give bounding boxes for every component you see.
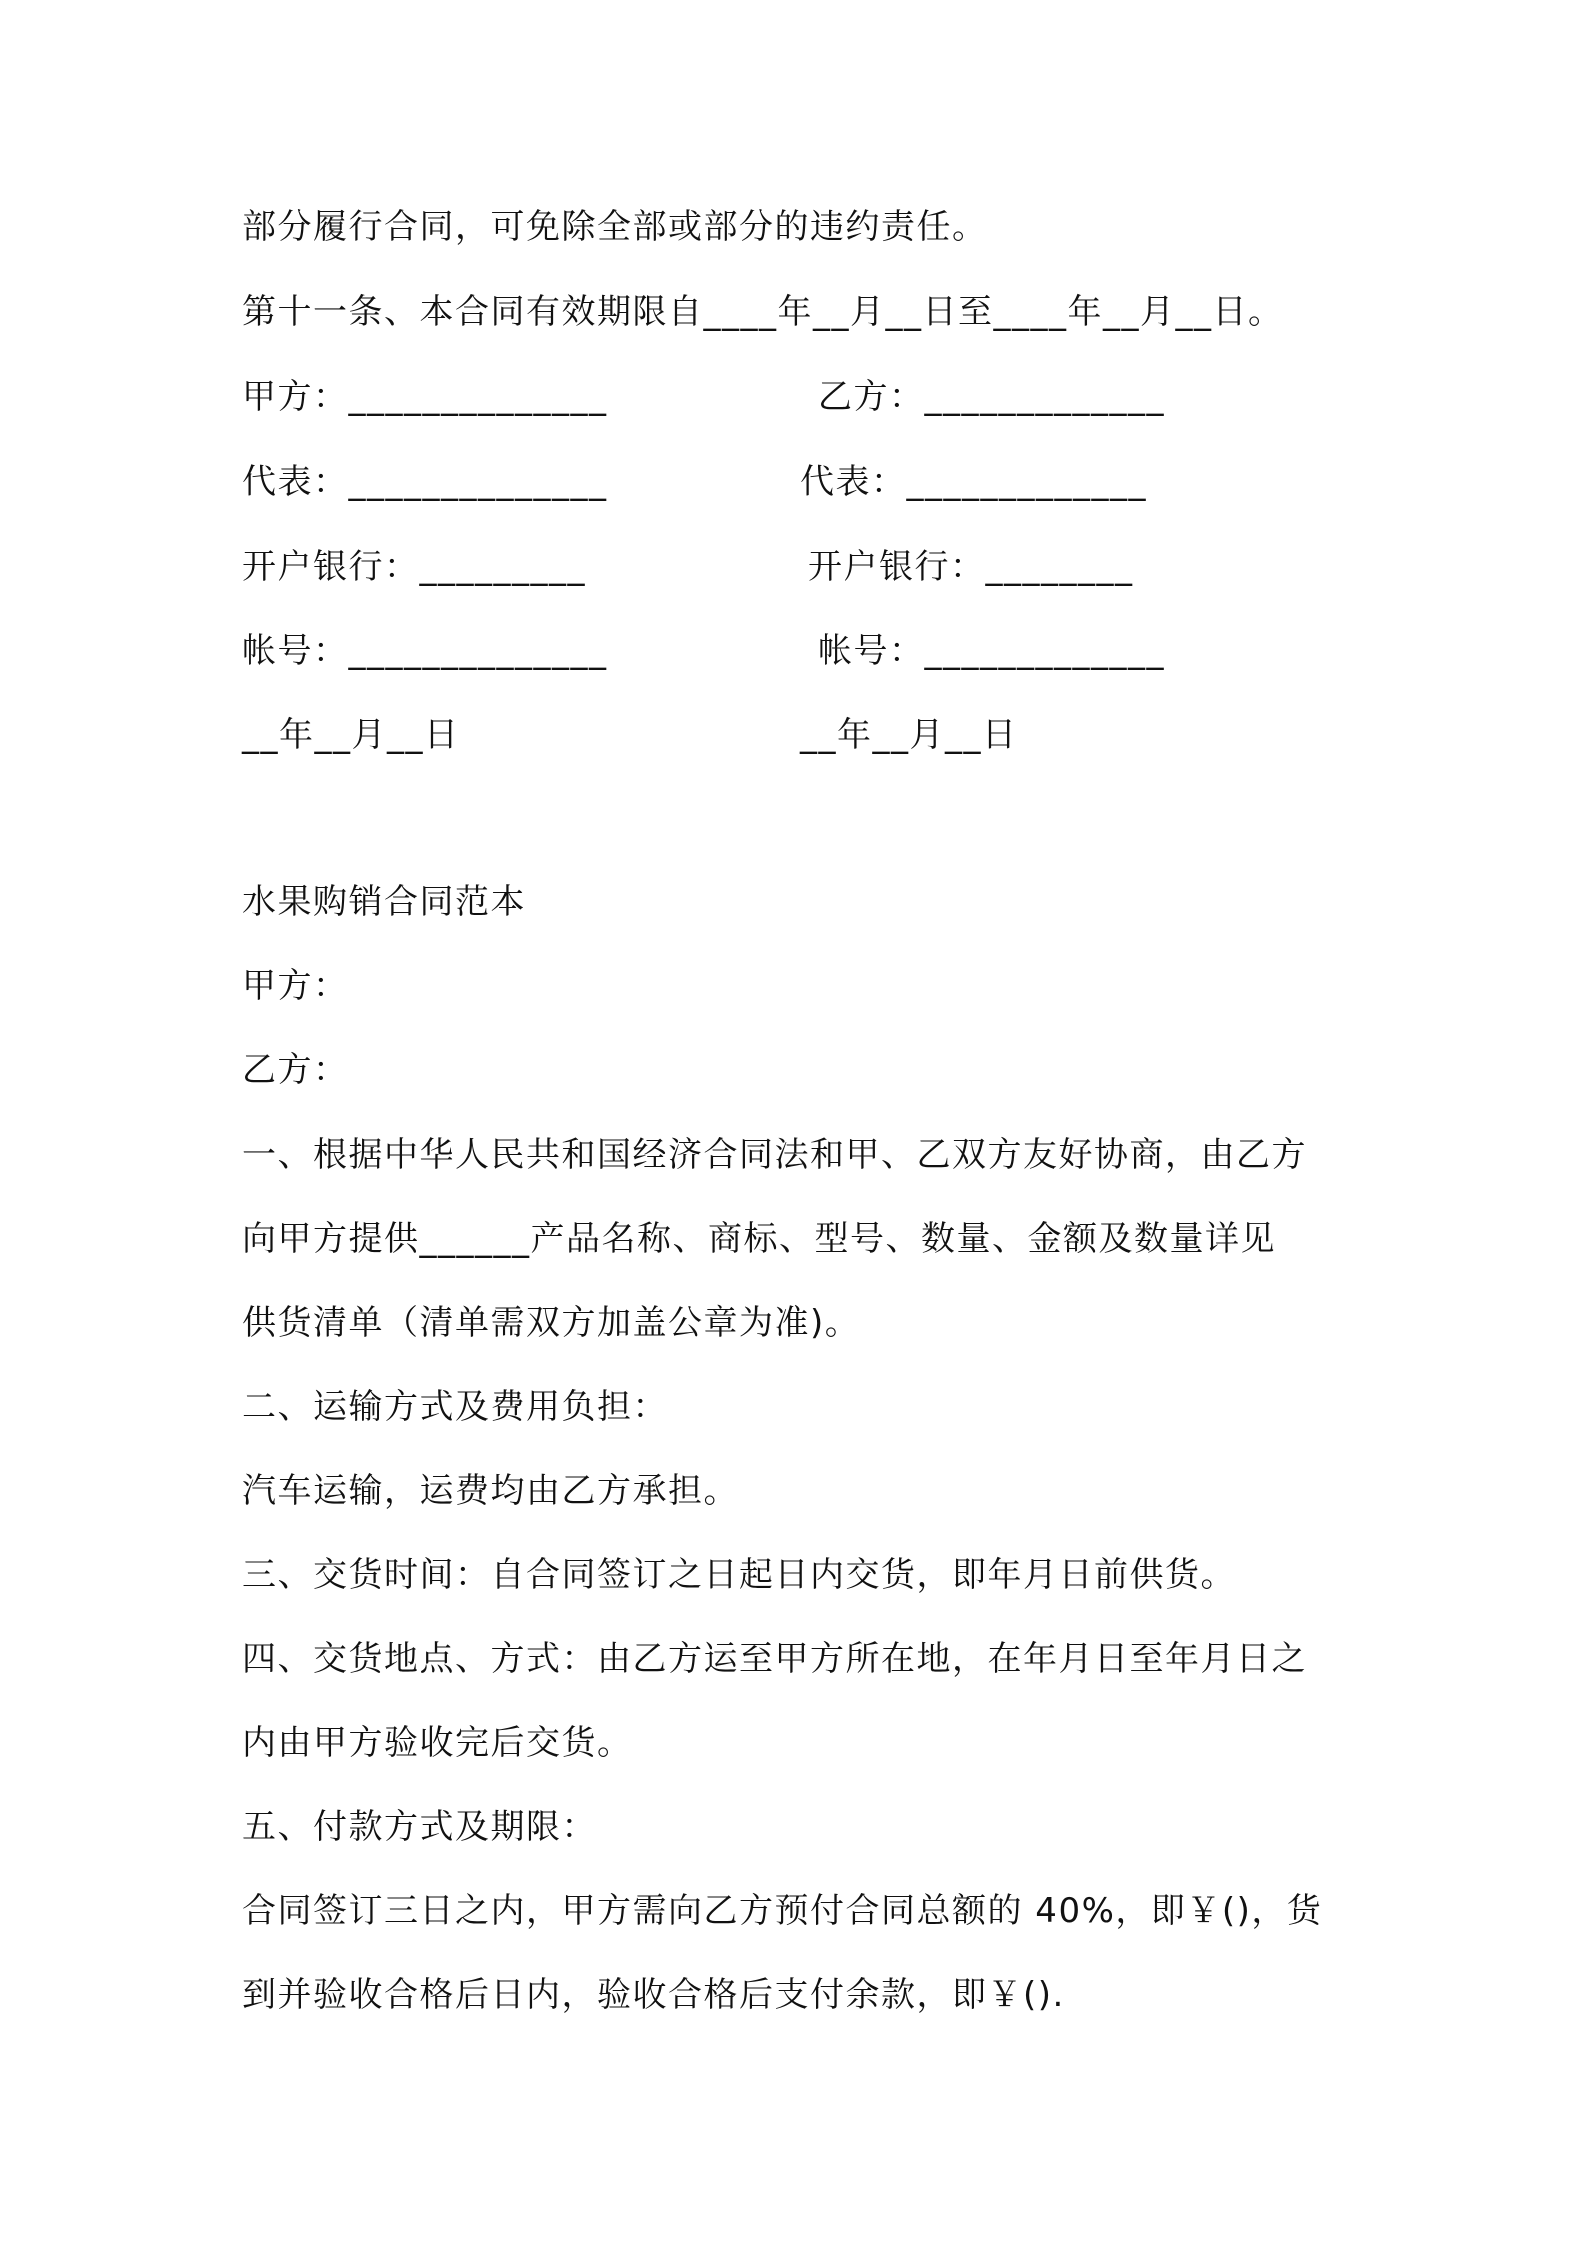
clause-2-body: 汽车运输，运费均由乙方承担。 [242,1471,739,1511]
account-a-field: 帐号：______________ [242,631,608,671]
representative-b-field: 代表：_____________ [800,462,1147,502]
contract-title: 水果购销合同范本 [242,882,526,922]
date-a-field: __年__月__日 [242,715,460,755]
account-b-field: 帐号：_____________ [818,631,1165,671]
clause-3: 三、交货时间：自合同签订之日起日内交货，即年月日前供货。 [242,1555,1236,1595]
clause-4-line-2: 内由甲方验收完后交货。 [242,1723,633,1763]
contract-party-a: 甲方： [242,966,349,1006]
clause-4-line-1: 四、交货地点、方式：由乙方运至甲方所在地，在年月日至年月日之 [242,1639,1307,1679]
paragraph-validity-term: 第十一条、本合同有效期限自____年__月__日至____年__月__日。 [242,292,1284,332]
representative-a-field: 代表：______________ [242,462,608,502]
clause-5-heading: 五、付款方式及期限： [242,1807,597,1847]
clause-2-heading: 二、运输方式及费用负担： [242,1387,668,1427]
paragraph-liability: 部分履行合同，可免除全部或部分的违约责任。 [242,207,988,247]
contract-party-b: 乙方： [242,1050,349,1090]
clause-1-line-1: 一、根据中华人民共和国经济合同法和甲、乙双方友好协商，由乙方 [242,1135,1307,1175]
clause-1-line-2: 向甲方提供______产品名称、商标、型号、数量、金额及数量详见 [242,1219,1276,1259]
party-a-field: 甲方：______________ [242,377,608,417]
date-b-field: __年__月__日 [800,715,1018,755]
clause-1-line-3: 供货清单（清单需双方加盖公章为准)。 [242,1303,861,1343]
clause-5-line-1: 合同签订三日之内，甲方需向乙方预付合同总额的 40%，即￥()，货 [242,1891,1323,1931]
party-b-field: 乙方：_____________ [818,377,1165,417]
clause-5-line-2: 到并验收合格后日内，验收合格后支付余款，即￥(). [242,1975,1065,2015]
bank-b-field: 开户银行：________ [808,547,1134,587]
bank-a-field: 开户银行：_________ [242,547,586,587]
